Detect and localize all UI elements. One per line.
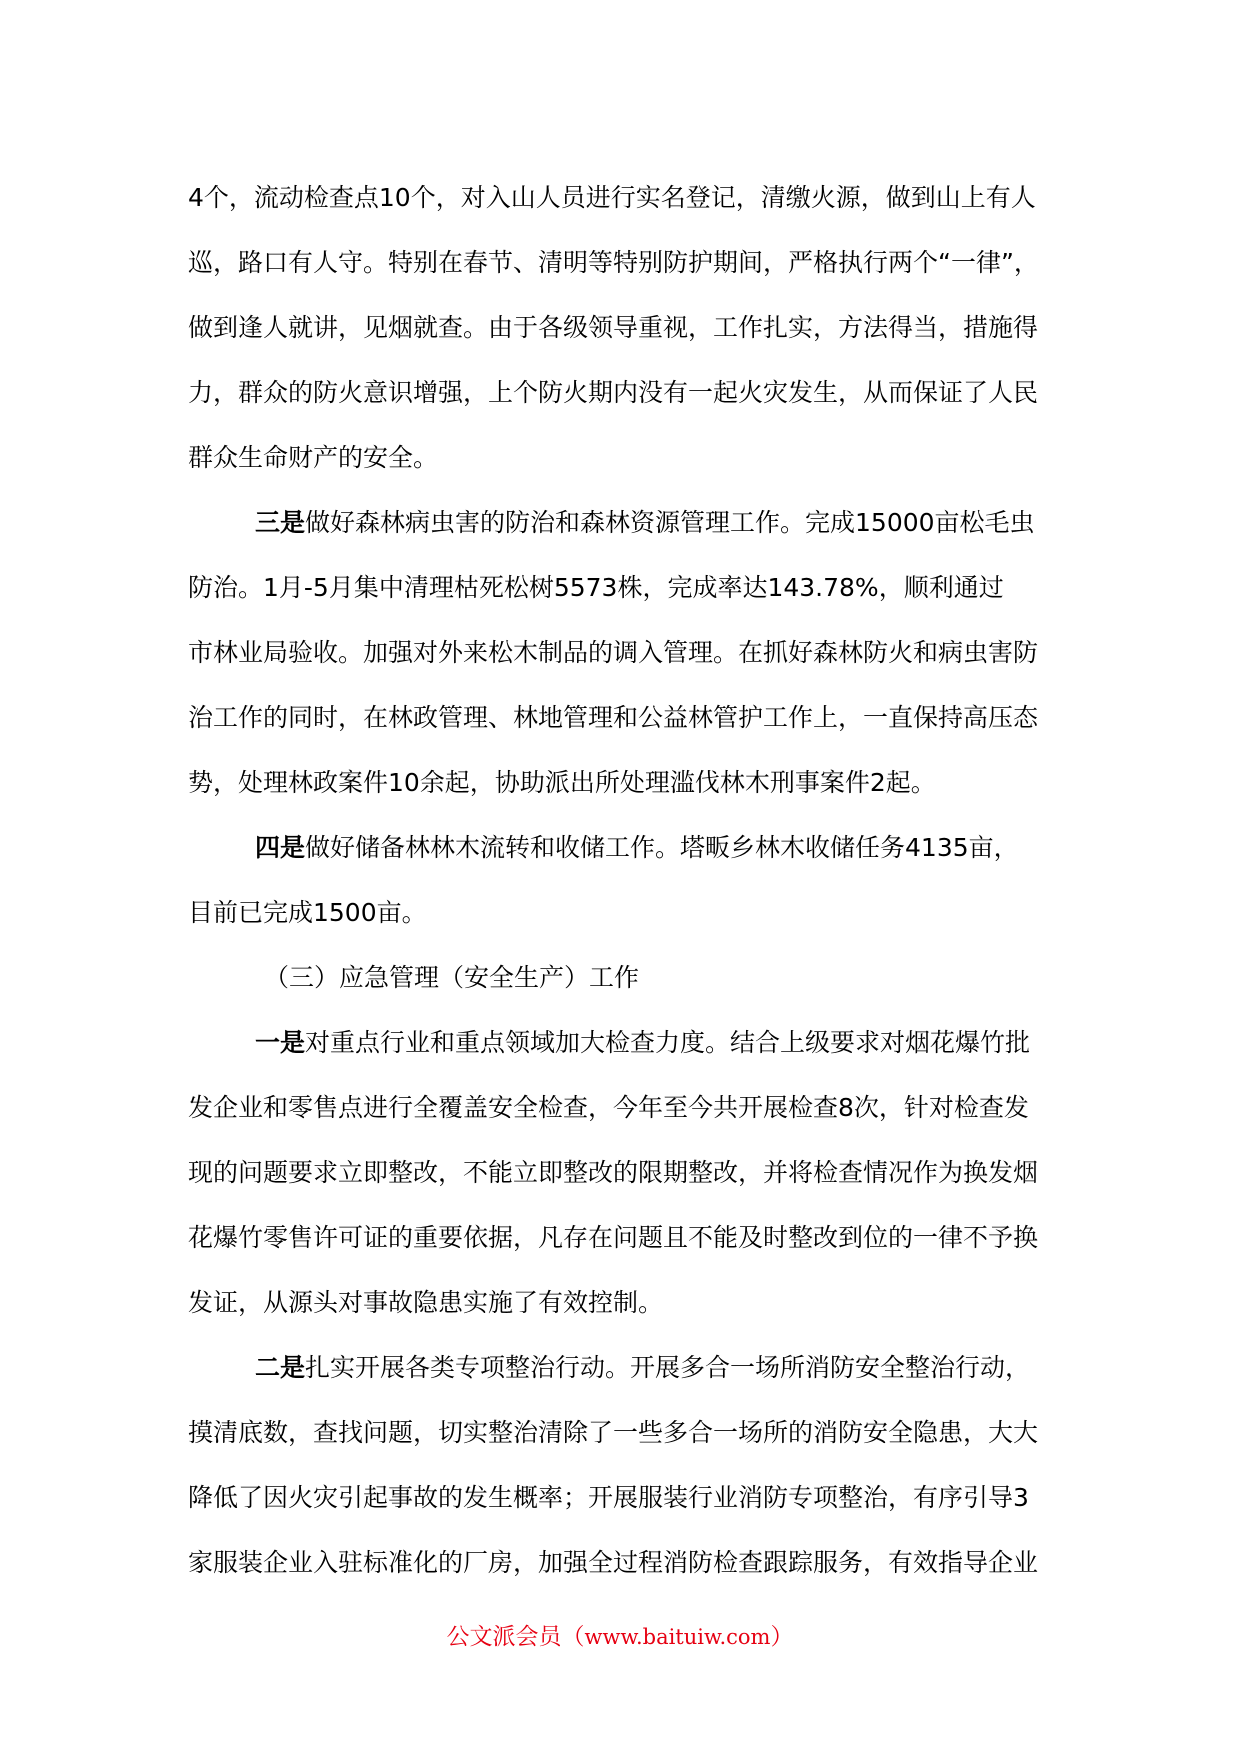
paragraph-lead: 四是 xyxy=(255,833,306,862)
text-run: 扎实开展各类专项整治行动。开展多合一场所消防安全整治行动， xyxy=(305,1353,1031,1382)
text-line: 目前已完成1500亩。 xyxy=(188,898,427,927)
text-line xyxy=(188,1340,1053,1405)
section-heading: （三）应急管理（安全生产）工作 xyxy=(264,963,640,992)
text-line: 发企业和零售点进行全覆盖安全检查，今年至今共开展检查8次，针对检查发 xyxy=(188,1093,1029,1122)
paragraph-forest-fire-patrol xyxy=(188,170,1053,495)
text-line: 现的问题要求立即整改，不能立即整改的限期整改，并将检查情况作为换发烟 xyxy=(188,1158,1039,1187)
text-line: 防治。1月-5月集中清理枯死松树5573株，完成率达143.78%，顺利通过 xyxy=(188,573,1004,602)
text-line: 力，群众的防火意识增强，上个防火期内没有一起火灾发生，从而保证了人民 xyxy=(188,378,1039,407)
footer-member-link[interactable] xyxy=(0,1622,1240,1652)
footer-site-url[interactable]: www.baituiw.com xyxy=(584,1625,771,1649)
paragraph-pest-control xyxy=(188,495,1053,820)
text-line: 巡，路口有人守。特别在春节、清明等特别防护期间，严格执行两个“一律”， xyxy=(188,248,1039,277)
text-line: 市林业局验收。加强对外来松木制品的调入管理。在抓好森林防火和病虫害防 xyxy=(188,638,1039,667)
text-line: 发证，从源头对事故隐患实施了有效控制。 xyxy=(188,1288,664,1317)
text-line xyxy=(188,495,1053,560)
text-line: 摸清底数，查找问题，切实整治清除了一些多合一场所的消防安全隐患，大大 xyxy=(188,1418,1039,1447)
document-body xyxy=(188,170,1053,1600)
paragraph-key-industry-inspection xyxy=(188,1015,1053,1340)
text-run: 对重点行业和重点领域加大检查力度。结合上级要求对烟花爆竹批 xyxy=(305,1028,1031,1057)
text-line: 家服装企业入驻标准化的厂房，加强全过程消防检查跟踪服务，有效指导企业 xyxy=(188,1548,1039,1577)
paragraph-reserve-forest xyxy=(188,820,1053,950)
text-run: 做好森林病虫害的防治和森林资源管理工作。完成15000亩松毛虫 xyxy=(305,508,1035,537)
paragraph-special-rectification xyxy=(188,1340,1053,1600)
text-line: 做到逢人就讲，见烟就查。由于各级领导重视，工作扎实，方法得当，措施得 xyxy=(188,313,1039,342)
text-line: 群众生命财产的安全。 xyxy=(188,443,439,472)
text-line xyxy=(188,820,1053,885)
text-line: 势，处理林政案件10余起，协助派出所处理滥伐林木刑事案件2起。 xyxy=(188,768,936,797)
paragraph-lead: 二是 xyxy=(255,1353,306,1382)
text-line xyxy=(188,1015,1053,1080)
text-run: 做好储备林林木流转和收储工作。塔畈乡林木收储任务4135亩， xyxy=(305,833,1019,862)
text-line: 治工作的同时，在林政管理、林地管理和公益林管护工作上，一直保持高压态 xyxy=(188,703,1039,732)
text-line: 花爆竹零售许可证的重要依据，凡存在问题且不能及时整改到位的一律不予换 xyxy=(188,1223,1039,1252)
footer-label: 公文派会员（ xyxy=(446,1624,585,1650)
footer-close: ） xyxy=(770,1624,794,1650)
text-line: 4个，流动检查点10个，对入山人员进行实名登记，清缴火源，做到山上有人 xyxy=(188,183,1036,212)
text-line: 降低了因火灾引起事故的发生概率；开展服装行业消防专项整治，有序引导3 xyxy=(188,1483,1029,1512)
paragraph-lead: 三是 xyxy=(255,508,306,537)
paragraph-lead: 一是 xyxy=(255,1028,306,1057)
